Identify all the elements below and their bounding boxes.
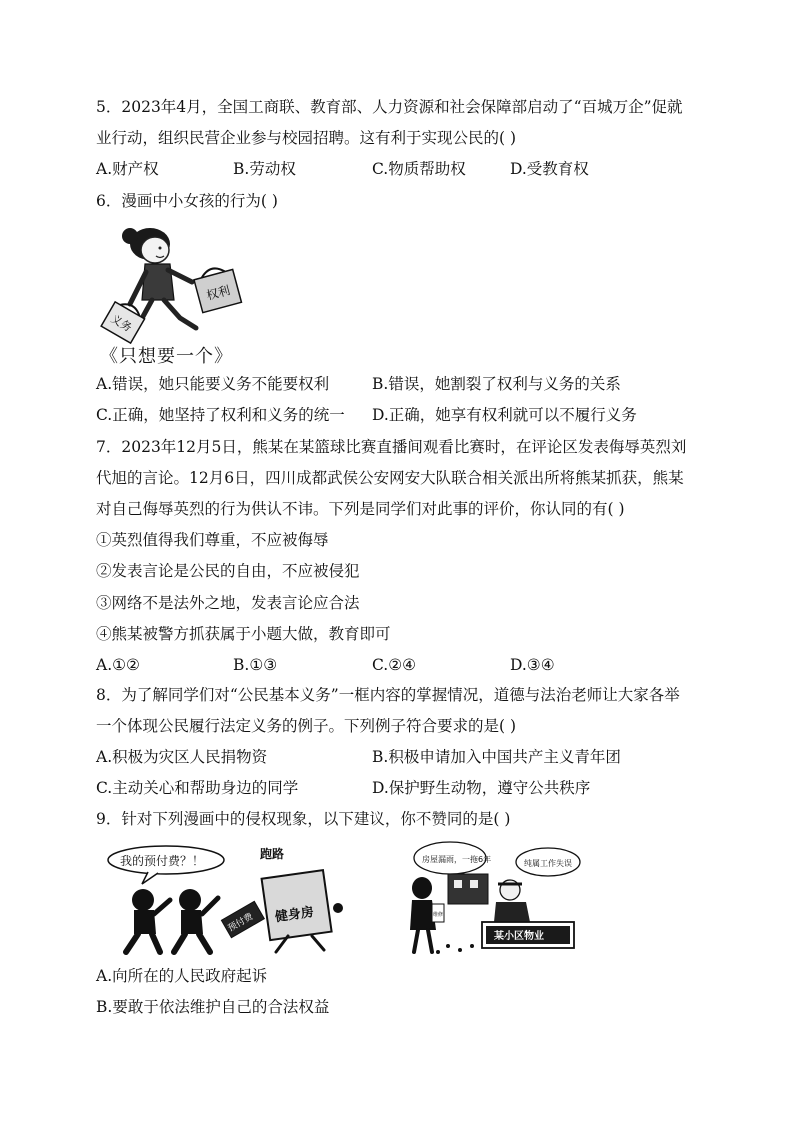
q7-stem-line1: 7．2023年12月5日，熊某在某篮球比赛直播间观看比赛时，在评论区发表侮辱英烈刘 (96, 438, 687, 456)
q6-option-c: C.正确，她坚持了权利和义务的统一 (96, 406, 345, 424)
q8-option-d: D.保护野生动物，遵守公共秩序 (372, 779, 591, 797)
q6-stem: 6．漫画中小女孩的行为( ) (96, 192, 278, 210)
q5-option-d: D.受教育权 (510, 160, 589, 178)
q7-stem-line2: 代旭的言论。12月6日，四川成都武侯公安网安大队联合相关派出所将熊某抓获，熊某 (96, 469, 684, 487)
prepaid-bubble-text: 我的预付费？！ (120, 854, 205, 868)
q7-item-3: ③网络不是法外之地，发表言论应合法 (96, 594, 360, 612)
q6-option-a: A.错误，她只能要义务不能要权利 (96, 375, 330, 393)
duties-bag-label: 义务 (108, 312, 135, 335)
q8-option-b: B.积极申请加入中国共产主义青年团 (372, 748, 621, 766)
q5-option-a: A.财产权 (96, 160, 159, 178)
q9-option-a: A.向所在的人民政府起诉 (96, 967, 268, 985)
prepaid-gym-cartoon-image (98, 838, 354, 956)
repair-paper-label: 维修 (433, 912, 444, 918)
gym-box-label: 健身房 (274, 904, 315, 926)
q7-option-b: B.①③ (233, 656, 278, 674)
q7-stem-line3: 对自己侮辱英烈的行为供认不讳。下列是同学们对此事的评价，你认同的有( ) (96, 500, 625, 518)
run-away-sign-text: 跑路 (260, 847, 285, 861)
girl-cartoon-image (100, 222, 250, 347)
q5-option-b: B.劳动权 (233, 160, 296, 178)
q8-stem-line1: 8．为了解同学们对“公民基本义务”一框内容的掌握情况，道德与法治老师让大家各举 (96, 686, 680, 704)
q6-option-d: D.正确，她享有权利就可以不履行义务 (372, 406, 637, 424)
rights-bag-label: 权利 (204, 283, 232, 303)
q8-stem-line2: 一个体现公民履行法定义务的例子。下列例子符合要求的是( ) (96, 717, 517, 735)
roof-leak-bubble-text: 房屋漏雨，一拖6年 (422, 855, 492, 864)
work-mistake-bubble-text: 纯属工作失误 (524, 859, 572, 868)
q6-option-b: B.错误，她割裂了权利与义务的关系 (372, 375, 621, 393)
q7-option-c: C.②④ (372, 656, 417, 674)
q7-option-d: D.③④ (510, 656, 555, 674)
q8-option-c: C.主动关心和帮助身边的同学 (96, 779, 299, 797)
q5-option-c: C.物质帮助权 (372, 160, 466, 178)
q9-option-b: B.要敢于依法维护自己的合法权益 (96, 998, 330, 1016)
property-desk-label: 某小区物业 (494, 931, 544, 942)
q7-option-a: A.①② (96, 656, 140, 674)
property-management-cartoon-image (398, 838, 588, 956)
q7-item-2: ②发表言论是公民的自由，不应被侵犯 (96, 562, 360, 580)
prepaid-bag-label: 预付费 (226, 911, 256, 935)
q5-stem-line1: 5．2023年4月，全国工商联、教育部、人力资源和社会保障部启动了“百城万企”促就 (96, 98, 683, 116)
q9-stem: 9．针对下列漫画中的侵权现象，以下建议，你不赞同的是( ) (96, 810, 511, 828)
q6-cartoon-caption: 《只想要一个》 (100, 346, 233, 367)
q7-item-4: ④熊某被警方抓获属于小题大做，教育即可 (96, 625, 391, 643)
q5-stem-line2: 业行动，组织民营企业参与校园招聘。这有利于实现公民的( ) (96, 129, 517, 147)
q8-option-a: A.积极为灾区人民捐物资 (96, 748, 268, 766)
q7-item-1: ①英烈值得我们尊重，不应被侮辱 (96, 531, 329, 549)
